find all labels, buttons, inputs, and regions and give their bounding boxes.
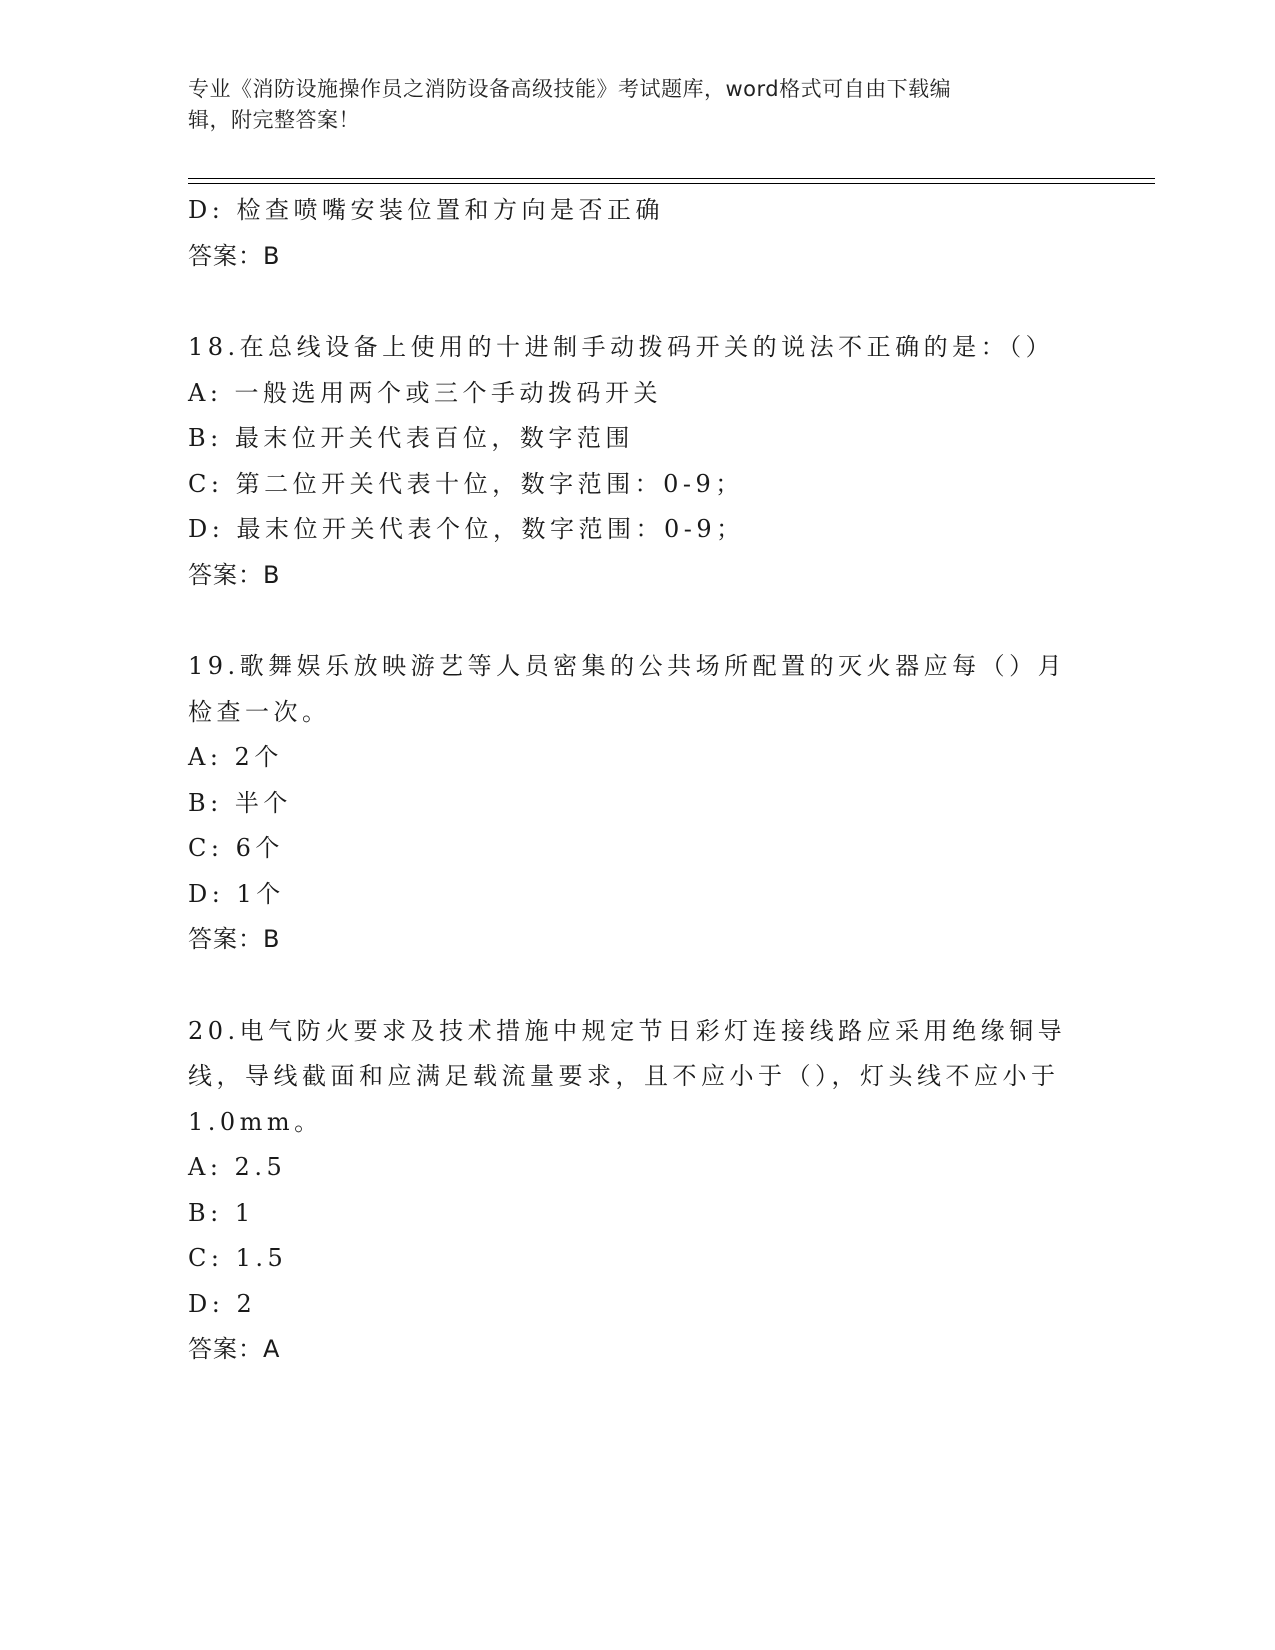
spacer bbox=[188, 598, 1088, 644]
spacer bbox=[188, 963, 1088, 1009]
question-18 bbox=[188, 325, 1088, 598]
question-text: 19.歌舞娱乐放映游艺等人员密集的公共场所配置的灭火器应每（）月检查一次。 bbox=[188, 652, 1067, 726]
option-b: B: 半个 bbox=[188, 788, 292, 817]
question-content bbox=[188, 188, 1088, 1373]
header-line-2: 辑，附完整答案！ bbox=[188, 108, 360, 132]
spacer bbox=[188, 279, 1088, 325]
header-divider-top bbox=[188, 178, 1155, 179]
option-d: D: 2 bbox=[188, 1289, 257, 1318]
answer-line: 答案：A bbox=[188, 1335, 281, 1363]
option-d: D: 检查喷嘴安装位置和方向是否正确 bbox=[188, 196, 664, 224]
answer-line: 答案：B bbox=[188, 560, 281, 589]
option-d: D: 最末位开关代表个位，数字范围：0-9； bbox=[188, 515, 745, 543]
question-19 bbox=[188, 644, 1088, 963]
answer-line: 答案：B bbox=[188, 925, 281, 953]
header-divider-bottom bbox=[188, 183, 1155, 184]
question-20 bbox=[188, 1009, 1088, 1373]
option-c: C: 6个 bbox=[188, 834, 284, 862]
option-c: C: 第二位开关代表十位，数字范围：0-9； bbox=[188, 469, 744, 498]
header-line-1: 专业《消防设施操作员之消防设备高级技能》考试题库，word格式可自由下载编 bbox=[188, 77, 952, 101]
option-b: B: 最末位开关代表百位，数字范围 bbox=[188, 424, 634, 452]
option-d: D: 1个 bbox=[188, 879, 285, 908]
document-header bbox=[188, 74, 1088, 136]
option-a: A: 2个 bbox=[188, 743, 283, 771]
answer-line: 答案：B bbox=[188, 241, 281, 270]
question-text: 20.电气防火要求及技术措施中规定节日彩灯连接线路应采用绝缘铜导线，导线截面和应满足载流量要求，且不应小于（），灯头线不应小于1.0mm。 bbox=[188, 1016, 1067, 1136]
option-b: B: 1 bbox=[188, 1198, 255, 1227]
option-a: A: 2.5 bbox=[188, 1153, 287, 1181]
question-text: 18.在总线设备上使用的十进制手动拨码开关的说法不正确的是：（） bbox=[188, 333, 1055, 361]
option-c: C: 1.5 bbox=[188, 1244, 288, 1272]
option-a: A: 一般选用两个或三个手动拨码开关 bbox=[188, 378, 663, 407]
